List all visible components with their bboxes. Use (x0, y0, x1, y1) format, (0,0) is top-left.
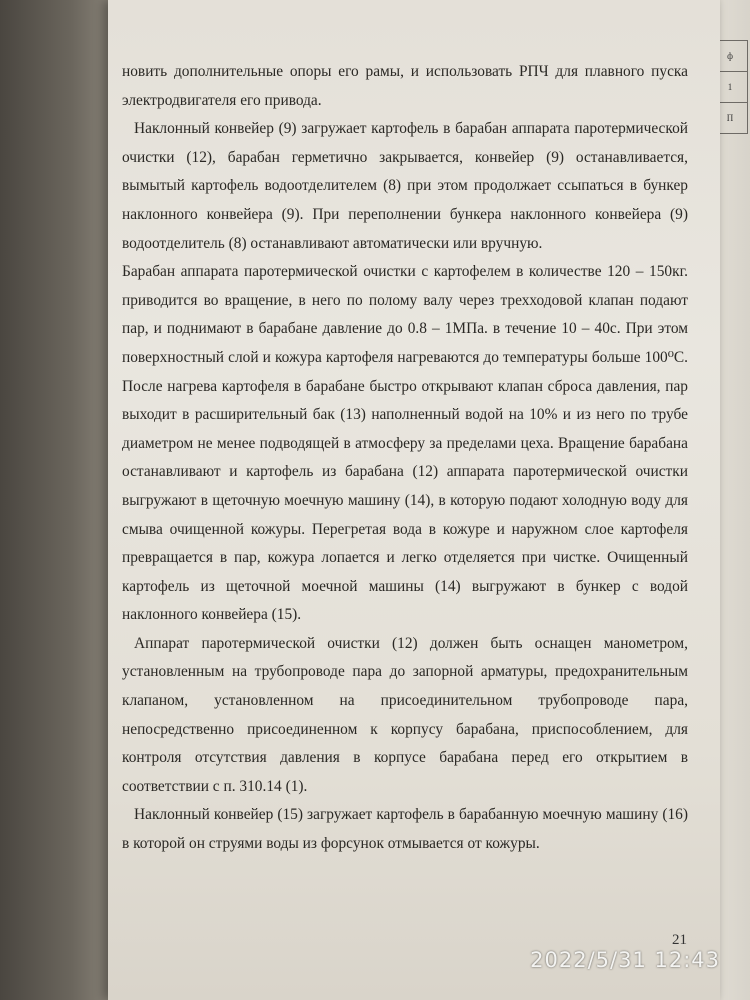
stamp-cell: П (712, 102, 748, 134)
background-shadow (0, 0, 120, 1000)
paragraph: Барабан аппарата паротермической очистки с картофелем в количестве 120 – 150кг. приводится во вращение, в него по полому валу через трехходовой клапан подают пар, и поднимают в барабане давление до 0.8 – 1МПа. в течение 10 – 40с. При этом поверхностный слой и кожура картофеля нагреваются до температуры больше 100⁰С. После нагрева картофеля в барабане быстро открывают клапан сброса давления, пар выходит в расширительный бак (13) наполненный водой на 10% и из него по трубе диаметром не менее подводящей в атмосферу за пределами цеха. Вращение барабана останавливают и картофель из барабана (12) аппарата паротермической очистки выгружают в щеточную моечную машину (14), в которую подают холодную воду для смыва очищенной кожуры. Перегретая вода в кожуре и наружном слое картофеля превращается в пар, кожура лопается и легко отделяется при чистке. Очищенный картофель из щеточной моечной машины (14) выгружают в бункер с водой наклонного конвейера (15). (122, 263, 688, 624)
stamp-cell: ф (712, 40, 748, 71)
stamp-cell: 1 (712, 71, 748, 102)
paragraph: Аппарат паротермической очистки (12) должен быть оснащен манометром, установленным на трубопроводе пара до запорной арматуры, предохранительным клапаном, установленном на присоединительном трубопроводе пара, непосредственно присоединенном к корпусу барабана, приспособлением, для контроля отсутствия давления в корпусе барабана перед его открытием в соответствии с п. 310.14 (1). (122, 634, 688, 795)
page-number: 21 (672, 932, 687, 948)
document-body (122, 58, 688, 859)
paragraph: Наклонный конвейер (15) загружает картофель в барабанную моечную машину (16) в которой он струями воды из форсунок отмывается от кожуры. (122, 806, 688, 853)
paragraph: новить дополнительные опоры его рамы, и использовать РПЧ для плавного пуска электродвигателя его привода. (122, 63, 688, 109)
photo-timestamp: 2022/5/31 12:43 (530, 948, 720, 972)
paragraph: Наклонный конвейер (9) загружает картофель в барабан аппарата паротермической очистки (12), барабан герметично закрывается, конвейер (9) останавливается, вымытый картофель водоотделителем (8) при этом продолжает ссыпаться в бункер наклонного конвейера (9). При переполнении бункера наклонного конвейера (9) водоотделитель (8) останавливают автоматически или вручную. (122, 120, 688, 252)
